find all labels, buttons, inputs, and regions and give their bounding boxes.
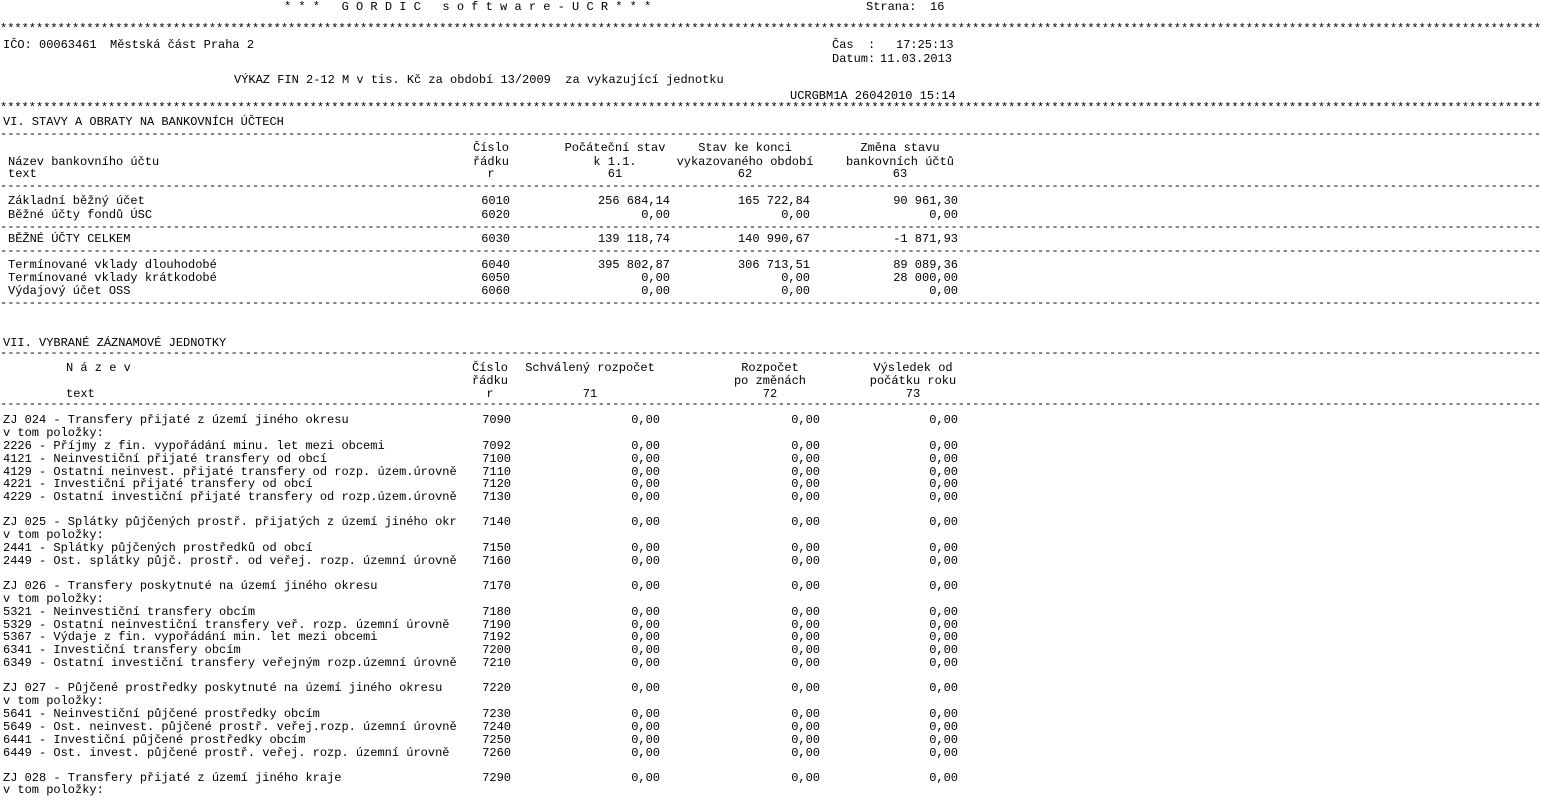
- table-row-col-2: 0,00: [641, 284, 670, 298]
- group-row: [0, 579, 960, 593]
- section6-title: VI. STAVY A OBRATY NA BANKOVNÍCH ÚČTECH: [3, 115, 284, 129]
- item-row-col-4: 0,00: [929, 439, 958, 453]
- group-row-col-2: 0,00: [631, 579, 660, 593]
- item-row-col-0: 6441 - Investiční půjčené prostředky obcím: [3, 733, 306, 747]
- group-row-col-1: 7090: [482, 413, 511, 427]
- item-row-col-0: 5329 - Ostatní neinvestiční transfery veř. rozp. územní úrovně: [3, 618, 450, 632]
- table-row-col-3: 306 713,51: [737, 258, 810, 272]
- item-row-col-3: 0,00: [791, 618, 820, 632]
- group-row-col-3: 0,00: [791, 579, 820, 593]
- item-row-col-3: 0,00: [791, 477, 820, 491]
- item-row: [0, 439, 960, 453]
- page-number: 16: [930, 0, 945, 14]
- table-row-col-0: Termínované vklady dlouhodobé: [8, 258, 217, 272]
- item-row-col-2: 0,00: [631, 605, 660, 619]
- table-row-col-2: 256 684,14: [597, 194, 670, 208]
- item-row-col-4: 0,00: [929, 452, 958, 466]
- item-row-col-1: 7110: [482, 465, 511, 479]
- table-row-col-1: 6020: [481, 208, 510, 222]
- table-row-col-3: 0,00: [781, 284, 810, 298]
- item-row-col-0: 4229 - Ostatní investiční přijaté transfery od rozp.územ.úrovně: [3, 490, 457, 504]
- header-row-1-col-1: Číslo: [471, 361, 508, 375]
- item-row-col-4: 0,00: [929, 733, 958, 747]
- item-row-col-1: 7230: [482, 707, 511, 721]
- item-row: [0, 656, 960, 670]
- item-row-col-0: 4221 - Investiční přijaté transfery od obcí: [3, 477, 313, 491]
- item-row-col-3: 0,00: [791, 490, 820, 504]
- item-row-col-1: 7250: [482, 733, 511, 747]
- dash-separator: ----------------------------------------------------------------------------------------------------------------------------------------------------------------------------------------------------------------------: [0, 127, 1541, 141]
- item-row-col-3: 0,00: [791, 554, 820, 568]
- time-label: Čas :: [832, 38, 876, 52]
- table-row-col-2: 0,00: [641, 208, 670, 222]
- item-row-col-0: 6341 - Investiční transfery obcím: [3, 643, 241, 657]
- header-row-1: [0, 361, 960, 375]
- dash-separator: ----------------------------------------------------------------------------------------------------------------------------------------------------------------------------------------------------------------------: [0, 346, 1541, 360]
- item-row-col-2: 0,00: [631, 465, 660, 479]
- item-row-col-0: 2441 - Splátky půjčených prostředků od obcí: [3, 541, 313, 555]
- table-row-col-3: 165 722,84: [737, 194, 810, 208]
- table-row-col-0: Termínované vklady krátkodobé: [8, 271, 217, 285]
- group-row-col-0: ZJ 028 - Transfery přijaté z území jiného kraje: [3, 771, 342, 785]
- total-row-col-1: 6030: [481, 232, 510, 246]
- vtom-label: [0, 694, 960, 708]
- item-row-col-4: 0,00: [929, 746, 958, 760]
- header-row-1-col-3: Rozpočet: [741, 361, 799, 375]
- item-row-col-4: 0,00: [929, 643, 958, 657]
- header-row-1-col-2: Počáteční stav: [564, 141, 666, 155]
- time-value: 17:25:13: [896, 38, 954, 52]
- group-row: [0, 413, 960, 427]
- item-row-col-1: 7240: [482, 720, 511, 734]
- header-row-2-col-4: počátku roku: [869, 374, 957, 388]
- item-row: [0, 630, 960, 644]
- item-row-col-4: 0,00: [929, 618, 958, 632]
- header-row-1-col-3: Stav ke konci: [698, 141, 792, 155]
- table-row-col-4: 28 000,00: [893, 271, 958, 285]
- table-row-col-4: 0,00: [929, 284, 958, 298]
- item-row: [0, 746, 960, 760]
- group-row-col-2: 0,00: [631, 771, 660, 785]
- header-row-2-col-1: řádku: [471, 374, 508, 388]
- item-row-col-0: 5321 - Neinvestiční transfery obcím: [3, 605, 256, 619]
- header-row-3-col-2: 61: [607, 167, 623, 181]
- group-row: [0, 515, 960, 529]
- total-row-col-3: 140 990,67: [737, 232, 810, 246]
- item-row: [0, 452, 960, 466]
- item-row: [0, 643, 960, 657]
- item-row-col-3: 0,00: [791, 656, 820, 670]
- item-row-col-2: 0,00: [631, 554, 660, 568]
- item-row-col-4: 0,00: [929, 477, 958, 491]
- item-row-col-4: 0,00: [929, 630, 958, 644]
- group-row-col-0: ZJ 027 - Půjčené prostředky poskytnuté na území jiného okresu: [3, 681, 443, 695]
- header-row-3-col-0: text: [8, 167, 37, 181]
- dash-separator: ----------------------------------------------------------------------------------------------------------------------------------------------------------------------------------------------------------------------: [0, 244, 1541, 258]
- table-row-col-0: Běžné účty fondů ÚSC: [8, 208, 153, 222]
- item-row-col-2: 0,00: [631, 477, 660, 491]
- item-row-col-2: 0,00: [631, 656, 660, 670]
- group-row-col-4: 0,00: [929, 413, 958, 427]
- table-row-col-4: 90 961,30: [893, 194, 958, 208]
- header-row-2-col-0: Název bankovního účtu: [8, 155, 160, 169]
- header-row-2-col-2: k 1.1.: [593, 155, 637, 169]
- report-code: UCRGBM1A 26042010 15:14: [790, 89, 956, 103]
- group-row-col-4: 0,00: [929, 681, 958, 695]
- group-row-col-1: 7220: [482, 681, 511, 695]
- item-row: [0, 541, 960, 555]
- item-row-col-3: 0,00: [791, 707, 820, 721]
- item-row-col-0: 4121 - Neinvestiční přijaté transfery od obcí: [3, 452, 328, 466]
- table-row-col-4: 0,00: [929, 208, 958, 222]
- item-row-col-4: 0,00: [929, 605, 958, 619]
- table-row: [0, 271, 960, 285]
- item-row: [0, 490, 960, 504]
- item-row-col-1: 7092: [482, 439, 511, 453]
- header-row-1-col-0: N á z e v: [66, 361, 131, 375]
- header-row-2: [0, 374, 960, 388]
- total-row-col-0: BĚŽNÉ ÚČTY CELKEM: [8, 232, 131, 246]
- org-line: [0, 38, 960, 52]
- header-row-1: [0, 141, 960, 155]
- item-row-col-3: 0,00: [791, 643, 820, 657]
- header-row-1-col-1: Číslo: [472, 141, 509, 155]
- group-row-col-0: ZJ 025 - Splátky půjčených prostř. přijatých z území jiného okr: [3, 515, 457, 529]
- item-row-col-0: 5367 - Výdaje z fin. vypořádání min. let mezi obcemi: [3, 630, 378, 644]
- table-row-col-0: Výdajový účet OSS: [8, 284, 131, 298]
- group-row-col-3: 0,00: [791, 681, 820, 695]
- header-row-1-col-4: Výsledek od: [873, 361, 953, 375]
- table-row-col-4: 89 089,36: [893, 258, 958, 272]
- table-row-col-3: 0,00: [781, 271, 810, 285]
- item-row-col-1: 7260: [482, 746, 511, 760]
- group-row-col-0: ZJ 026 - Transfery poskytnuté na území jiného okresu: [3, 579, 378, 593]
- date-value: 11.03.2013: [880, 52, 953, 66]
- dash-separator: ----------------------------------------------------------------------------------------------------------------------------------------------------------------------------------------------------------------------: [0, 179, 1541, 193]
- item-row-col-2: 0,00: [631, 707, 660, 721]
- report-line: [0, 73, 960, 87]
- dash-separator: ----------------------------------------------------------------------------------------------------------------------------------------------------------------------------------------------------------------------: [0, 220, 1541, 234]
- table-row-col-0: Základní běžný účet: [8, 194, 145, 208]
- item-row: [0, 605, 960, 619]
- total-row-col-2: 139 118,74: [597, 232, 670, 246]
- table-row: [0, 194, 960, 208]
- group-row-col-4: 0,00: [929, 515, 958, 529]
- header-row-3-col-3: 72: [762, 387, 778, 401]
- item-row-col-3: 0,00: [791, 733, 820, 747]
- group-row-col-2: 0,00: [631, 681, 660, 695]
- vtom-label-text: v tom položky:: [3, 592, 104, 606]
- item-row-col-1: 7120: [482, 477, 511, 491]
- vtom-label: [0, 783, 960, 797]
- report-description: VÝKAZ FIN 2-12 M v tis. Kč za období 13/2009 za vykazující jednotku: [234, 73, 724, 87]
- item-row-col-1: 7200: [482, 643, 511, 657]
- item-row-col-1: 7160: [482, 554, 511, 568]
- vtom-label: [0, 528, 960, 542]
- item-row: [0, 720, 960, 734]
- header-row-3-col-3: 62: [737, 167, 753, 181]
- item-row-col-0: 5641 - Neinvestiční půjčené prostředky obcím: [3, 707, 320, 721]
- group-row-col-3: 0,00: [791, 413, 820, 427]
- item-row-col-2: 0,00: [631, 733, 660, 747]
- item-row-col-1: 7100: [482, 452, 511, 466]
- item-row-col-3: 0,00: [791, 439, 820, 453]
- item-row-col-2: 0,00: [631, 630, 660, 644]
- item-row-col-0: 2449 - Ost. splátky půjč. prostř. od veřej. rozp. územní úrovně: [3, 554, 457, 568]
- date-line: [0, 52, 960, 66]
- star-separator: **********************************************************************************************************************************************************************************************************************: [0, 101, 1541, 115]
- item-row-col-3: 0,00: [791, 630, 820, 644]
- item-row-col-2: 0,00: [631, 439, 660, 453]
- item-row: [0, 554, 960, 568]
- item-row-col-4: 0,00: [929, 707, 958, 721]
- vtom-label-text: v tom položky:: [3, 528, 104, 542]
- header-row-3-col-1: r: [486, 387, 494, 401]
- date-label: Datum:: [832, 52, 876, 66]
- item-row-col-4: 0,00: [929, 554, 958, 568]
- vtom-label: [0, 426, 960, 440]
- item-row-col-2: 0,00: [631, 490, 660, 504]
- item-row: [0, 733, 960, 747]
- group-row-col-4: 0,00: [929, 579, 958, 593]
- vtom-label-text: v tom položky:: [3, 426, 104, 440]
- header-row-1-col-4: Změna stavu: [860, 141, 940, 155]
- dash-separator: ----------------------------------------------------------------------------------------------------------------------------------------------------------------------------------------------------------------------: [0, 296, 1541, 310]
- item-row-col-4: 0,00: [929, 465, 958, 479]
- group-row-col-3: 0,00: [791, 771, 820, 785]
- item-row-col-1: 7150: [482, 541, 511, 555]
- item-row: [0, 707, 960, 721]
- page-label: Strana:: [866, 0, 917, 14]
- group-row-col-2: 0,00: [631, 515, 660, 529]
- header-row-1-col-2: Schválený rozpočet: [525, 361, 655, 375]
- group-row-col-0: ZJ 024 - Transfery přijaté z území jiného okresu: [3, 413, 349, 427]
- header-row-3-col-1: r: [487, 167, 495, 181]
- item-row-col-0: 6349 - Ostatní investiční transfery veřejným rozp.územní úrovně: [3, 656, 457, 670]
- item-row-col-1: 7130: [482, 490, 511, 504]
- item-row-col-0: 6449 - Ost. invest. půjčené prostř. veřej. rozp. územní úrovně: [3, 746, 450, 760]
- item-row-col-2: 0,00: [631, 618, 660, 632]
- table-row-col-3: 0,00: [781, 208, 810, 222]
- table-row-col-2: 0,00: [641, 271, 670, 285]
- item-row-col-3: 0,00: [791, 605, 820, 619]
- item-row-col-3: 0,00: [791, 465, 820, 479]
- org-name: Městská část Praha 2: [110, 38, 255, 52]
- group-row: [0, 681, 960, 695]
- vtom-label-text: v tom položky:: [3, 694, 104, 708]
- item-row-col-0: 5649 - Ost. neinvest. půjčené prostř. veřej.rozp. územní úrovně: [3, 720, 457, 734]
- table-row-col-2: 395 802,87: [597, 258, 670, 272]
- header-row-3-col-2: 71: [582, 387, 598, 401]
- header-row-2-col-3: po změnách: [733, 374, 806, 388]
- table-row-col-1: 6050: [481, 271, 510, 285]
- group-row-col-1: 7170: [482, 579, 511, 593]
- header-row-2-col-3: vykazovaného období: [676, 155, 814, 169]
- section7-title: VII. VYBRANÉ ZÁZNAMOVÉ JEDNOTKY: [3, 336, 227, 350]
- item-row-col-1: 7192: [482, 630, 511, 644]
- item-row-col-4: 0,00: [929, 541, 958, 555]
- report-title-line: [0, 0, 960, 14]
- item-row-col-2: 0,00: [631, 643, 660, 657]
- item-row-col-2: 0,00: [631, 452, 660, 466]
- item-row-col-2: 0,00: [631, 720, 660, 734]
- item-row-col-1: 7180: [482, 605, 511, 619]
- group-row-col-1: 7290: [482, 771, 511, 785]
- report-title: * * * G O R D I C s o f t w a r e - U C R * * *: [284, 0, 652, 14]
- group-row-col-3: 0,00: [791, 515, 820, 529]
- item-row-col-0: 4129 - Ostatní neinvest. přijaté transfery od rozp. územ.úrovně: [3, 465, 457, 479]
- item-row-col-4: 0,00: [929, 656, 958, 670]
- item-row-col-4: 0,00: [929, 490, 958, 504]
- table-row-col-1: 6010: [481, 194, 510, 208]
- vtom-label: [0, 592, 960, 606]
- group-row-col-2: 0,00: [631, 413, 660, 427]
- item-row: [0, 477, 960, 491]
- header-row-3-col-4: 73: [905, 387, 921, 401]
- group-row-col-4: 0,00: [929, 771, 958, 785]
- vtom-label-text: v tom položky:: [3, 783, 104, 797]
- item-row-col-3: 0,00: [791, 541, 820, 555]
- header-row-3-col-0: text: [66, 387, 95, 401]
- header-row-2-col-1: řádku: [472, 155, 509, 169]
- item-row-col-2: 0,00: [631, 746, 660, 760]
- item-row-col-3: 0,00: [791, 746, 820, 760]
- item-row-col-3: 0,00: [791, 452, 820, 466]
- header-row-2-col-4: bankovních účtů: [845, 155, 955, 169]
- item-row-col-1: 7210: [482, 656, 511, 670]
- table-row: [0, 258, 960, 272]
- header-row-3-col-4: 63: [892, 167, 908, 181]
- table-row-col-1: 6060: [481, 284, 510, 298]
- ico: IČO: 00063461: [3, 38, 97, 52]
- item-row-col-3: 0,00: [791, 720, 820, 734]
- table-row-col-1: 6040: [481, 258, 510, 272]
- item-row-col-0: 2226 - Příjmy z fin. vypořádání minu. let mezi obcemi: [3, 439, 385, 453]
- item-row-col-1: 7190: [482, 618, 511, 632]
- item-row-col-4: 0,00: [929, 720, 958, 734]
- total-row-col-4: -1 871,93: [893, 232, 958, 246]
- item-row-col-2: 0,00: [631, 541, 660, 555]
- group-row-col-1: 7140: [482, 515, 511, 529]
- dash-separator: ----------------------------------------------------------------------------------------------------------------------------------------------------------------------------------------------------------------------: [0, 397, 1541, 411]
- star-separator: **********************************************************************************************************************************************************************************************************************: [0, 22, 1541, 36]
